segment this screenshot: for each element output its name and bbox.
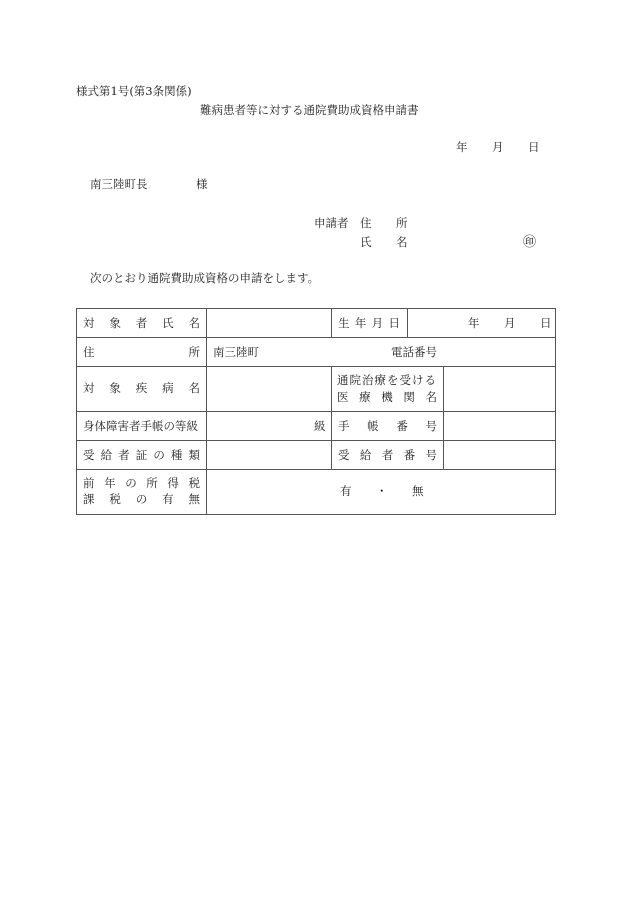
phone-number-input[interactable] <box>441 338 554 366</box>
label-char: の <box>135 492 148 506</box>
clinic-name-input[interactable] <box>444 367 554 411</box>
label-char: 給 <box>100 448 113 462</box>
label-char: 疾 <box>135 381 148 395</box>
label-char: 日 <box>388 316 400 330</box>
label-char: 税 <box>188 476 200 490</box>
label-char: 病 <box>162 381 174 395</box>
label-char: 者 <box>135 316 148 330</box>
date-year-label: 年 <box>456 140 468 154</box>
label-disability-grade: 身体障害者手帳の等級 <box>83 419 198 433</box>
applicant-address-label-1: 住 <box>360 216 372 230</box>
applicant-address-label-2: 所 <box>396 216 408 230</box>
label-char: 受 <box>338 448 350 462</box>
label-char: 象 <box>109 316 121 330</box>
label-char: 手 <box>338 419 350 433</box>
address-value[interactable]: 南三陸町 <box>213 345 259 359</box>
label-tax-line2 <box>83 494 200 506</box>
applicant-address-input[interactable] <box>412 214 552 232</box>
label-tax-line1 <box>83 478 200 490</box>
birth-day-label: 日 <box>540 316 552 330</box>
label-char: 名 <box>425 390 437 404</box>
label-birth-date <box>338 318 400 330</box>
label-char: 医 <box>337 390 349 404</box>
row-divider <box>76 469 556 470</box>
grade-suffix: 級 <box>314 419 326 433</box>
recipient-number-input[interactable] <box>444 441 554 469</box>
label-char: 番 <box>396 419 408 433</box>
label-char: 年 <box>354 316 367 330</box>
tax-choice-no[interactable]: 無 <box>412 484 424 498</box>
applicant-name-input[interactable] <box>412 233 520 251</box>
form-title: 難病患者等に対する通院費助成資格申請書 <box>200 103 419 117</box>
label-char: 関 <box>403 390 415 404</box>
label-char: 者 <box>118 448 130 462</box>
label-clinic-line2 <box>337 392 437 404</box>
label-char: 対 <box>83 381 95 395</box>
tax-choice-yes[interactable]: 有 <box>340 484 352 498</box>
label-char: 所 <box>188 345 200 359</box>
label-address <box>83 347 200 359</box>
label-char: の <box>125 476 137 490</box>
label-char: 月 <box>371 316 384 330</box>
label-char: 得 <box>167 476 179 490</box>
label-char: 所 <box>146 476 158 490</box>
label-char: 無 <box>188 492 200 506</box>
birth-month-label: 月 <box>504 316 516 330</box>
application-table <box>76 308 556 515</box>
label-char: 機 <box>381 390 393 404</box>
col-divider <box>407 308 408 337</box>
table-border <box>555 308 556 515</box>
disease-name-input[interactable] <box>207 367 331 411</box>
label-certificate-type <box>83 450 200 462</box>
seal-icon: ㊞ <box>523 235 537 250</box>
label-char: 氏 <box>162 316 174 330</box>
birth-year-label: 年 <box>468 316 480 330</box>
applicant-label: 申請者 <box>314 216 349 230</box>
phone-number-label: 電話番号 <box>391 345 437 359</box>
label-char: 税 <box>109 492 121 506</box>
handbook-number-input[interactable] <box>444 412 554 440</box>
table-border <box>76 308 77 515</box>
applicant-name-label-2: 名 <box>396 235 408 249</box>
subject-name-input[interactable] <box>207 309 331 337</box>
tax-choice-separator: ・ <box>376 484 388 498</box>
disability-grade-input[interactable] <box>207 412 315 440</box>
label-char: 番 <box>403 448 416 462</box>
label-char: 前 <box>83 476 95 490</box>
label-char: 有 <box>162 492 174 506</box>
date-day-label: 日 <box>528 140 540 154</box>
label-char: 住 <box>83 345 95 359</box>
addressee-name: 南三陸町長 <box>90 177 148 191</box>
label-char: 類 <box>188 448 200 462</box>
label-disease-name <box>83 383 200 395</box>
date-month-label: 月 <box>492 140 504 154</box>
col-divider <box>331 308 332 337</box>
label-char: 名 <box>188 381 200 395</box>
label-char: 象 <box>109 381 121 395</box>
table-border <box>76 514 556 515</box>
label-char: 号 <box>425 419 437 433</box>
label-char: 年 <box>104 476 116 490</box>
certificate-type-input[interactable] <box>207 441 331 469</box>
label-clinic-line1: 通院治療を受ける <box>337 373 437 387</box>
label-recipient-number <box>338 450 437 462</box>
addressee-honorific: 様 <box>196 177 208 191</box>
label-char: 課 <box>83 492 95 506</box>
label-char: 受 <box>83 448 95 462</box>
label-char: 種 <box>170 448 183 462</box>
label-char: 号 <box>425 448 437 462</box>
label-char: 名 <box>188 316 200 330</box>
label-char: 療 <box>359 390 371 404</box>
label-char: 対 <box>83 316 95 330</box>
label-subject-name <box>83 318 200 330</box>
form-number: 様式第1号(第3条関係) <box>76 84 192 98</box>
label-char: 証 <box>135 448 148 462</box>
applicant-name-label-1: 氏 <box>360 235 372 249</box>
label-char: 帳 <box>367 419 379 433</box>
label-char: 者 <box>381 448 394 462</box>
label-char: 給 <box>359 448 372 462</box>
label-handbook-number <box>338 421 437 433</box>
label-char: 生 <box>338 316 350 330</box>
col-divider <box>331 366 332 469</box>
label-char: の <box>153 448 165 462</box>
intro-text: 次のとおり通院費助成資格の申請をします。 <box>90 271 320 285</box>
